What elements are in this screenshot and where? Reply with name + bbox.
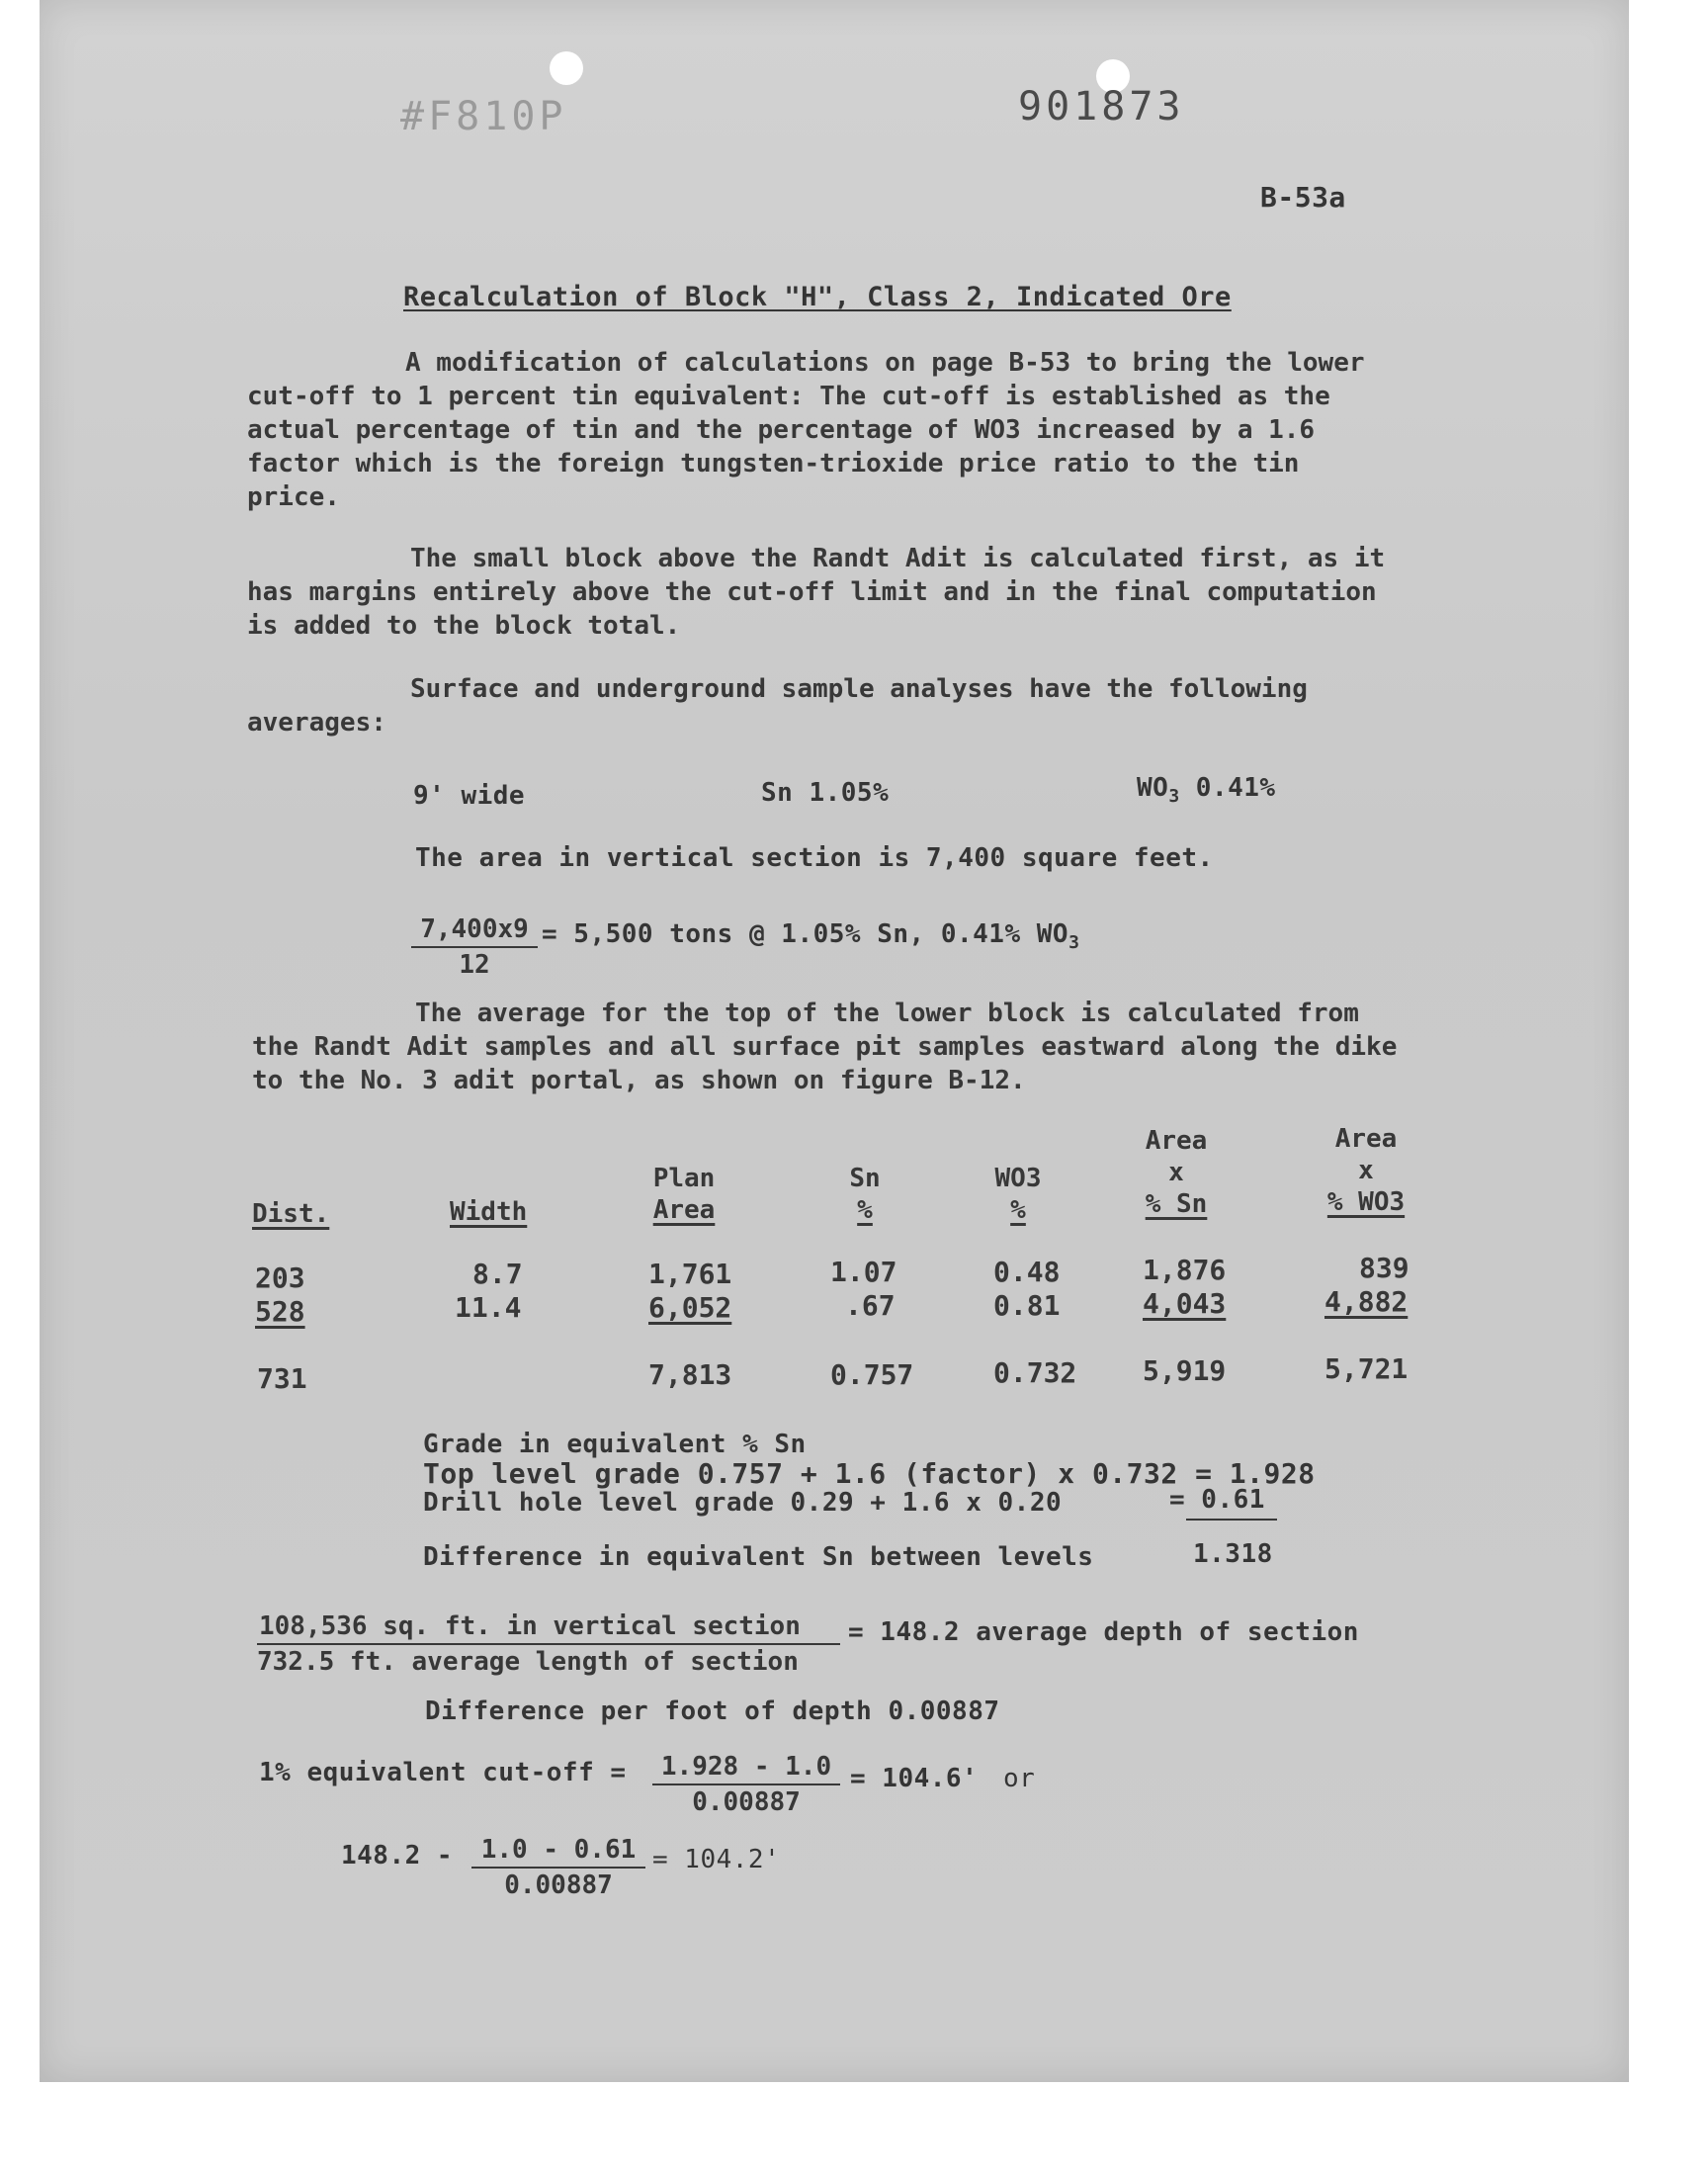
row1-width: 8.7 (472, 1258, 523, 1290)
paragraph-lower-block: The average for the top of the lower block is calculated from the Randt Adit samples and all surface pit samples eastward along the dike to the No. 3 adit portal, as shown on figure B-12. (252, 999, 1398, 1095)
cutoff-result: = 104.6' (850, 1764, 979, 1793)
document-number-stamp: 901873 (1018, 84, 1185, 130)
header-area-sn: Area x % Sn (1145, 1126, 1208, 1219)
cutoff-fraction: $\frac{1.928 - 1.0}{0.00887}$ (652, 1752, 840, 1817)
total-sn: 0.757 (830, 1358, 914, 1391)
row2-dist: 528 (255, 1295, 305, 1328)
alt-result: = 104.2' (652, 1845, 781, 1874)
total-dist: 731 (257, 1362, 307, 1395)
average-width: 9' wide (413, 781, 526, 811)
difference-label: Difference in equivalent Sn between levels (423, 1542, 1094, 1572)
average-sn: Sn 1.05% (761, 778, 890, 808)
row1-sn: 1.07 (830, 1256, 897, 1288)
area-statement: The area in vertical section is 7,400 square feet. (415, 843, 1214, 873)
row2-wo3: 0.81 (993, 1289, 1061, 1322)
drill-hole-value: = 0.61 (1169, 1485, 1265, 1515)
average-wo3: $WO_3$ 0.41% (1137, 773, 1276, 808)
document-title: Recalculation of Block "H", Class 2, Indicated Ore (403, 282, 1232, 312)
tons-result: = 5,500 tons @ 1.05% Sn, 0.41% $WO_3$ (542, 919, 1080, 954)
header-area-wo3: Area x % WO3 (1326, 1124, 1406, 1217)
punch-hole (550, 51, 583, 85)
total-wo3: 0.732 (993, 1356, 1077, 1389)
total-area-wo3: 5,721 (1324, 1352, 1409, 1385)
header-sn: Sn % (849, 1164, 881, 1225)
difference-per-foot: Difference per foot of depth 0.00887 (425, 1696, 1000, 1726)
difference-value: 1.318 (1193, 1539, 1273, 1569)
page-label: B-53a (1260, 181, 1346, 214)
alt-fraction: $\frac{1.0 - 0.61}{0.00887}$ (471, 1835, 645, 1900)
header-wo3: WO3 % (994, 1164, 1042, 1225)
total-area-sn: 5,919 (1143, 1354, 1227, 1387)
row1-plan-area: 1,761 (648, 1258, 732, 1290)
header-width: Width (450, 1197, 528, 1227)
grade-heading: Grade in equivalent % Sn (423, 1430, 807, 1459)
paragraph-small-block: The small block above the Randt Adit is calculated first, as it has margins entirely above the cut-off limit and in the final computation is added to the block total. (247, 544, 1386, 641)
top-level-grade: Top level grade 0.757 + 1.6 (factor) x 0.732 = 1.928 (423, 1457, 1316, 1490)
alt-prefix: 148.2 - (341, 1841, 454, 1870)
row2-plan-area: 6,052 (648, 1291, 732, 1324)
depth-result: = 148.2 average depth of section (848, 1617, 1359, 1647)
row2-area-sn: 4,043 (1143, 1287, 1227, 1320)
sum-rule (1186, 1519, 1277, 1521)
row1-area-wo3: 839 (1359, 1252, 1409, 1284)
total-plan-area: 7,813 (648, 1358, 732, 1391)
paragraph-sample-analyses: Surface and underground sample analyses have the following averages: (247, 674, 1308, 738)
row1-area-sn: 1,876 (1143, 1254, 1227, 1286)
paragraph-modification: A modification of calculations on page B-53 to bring the lower cut-off to 1 percent tin equivalent: The cut-off is established as the actual percentage of tin and the percentage of WO3 increased by a 1.6 factor which is the foreign tungsten-trioxide price ratio to the tin price. (247, 348, 1365, 512)
cutoff-label: 1% equivalent cut-off = (259, 1758, 627, 1787)
drill-hole-grade: Drill hole level grade 0.29 + 1.6 x 0.20 (423, 1488, 1063, 1518)
row2-sn: .67 (845, 1289, 896, 1322)
row2-area-wo3: 4,882 (1324, 1285, 1409, 1318)
tons-fraction: $\frac{7,400x9}{12}$ (411, 914, 538, 980)
row2-width: 11.4 (455, 1291, 522, 1324)
header-dist: Dist. (252, 1199, 330, 1229)
row1-dist: 203 (255, 1262, 305, 1294)
faint-stamp-number: #F810P (400, 94, 567, 139)
depth-fraction: 108,536 sq. ft. in vertical section 732.5 ft. average length of section (257, 1611, 840, 1677)
header-plan-area: Plan Area (652, 1164, 716, 1225)
cutoff-or: or (1003, 1764, 1036, 1793)
row1-wo3: 0.48 (993, 1256, 1061, 1288)
